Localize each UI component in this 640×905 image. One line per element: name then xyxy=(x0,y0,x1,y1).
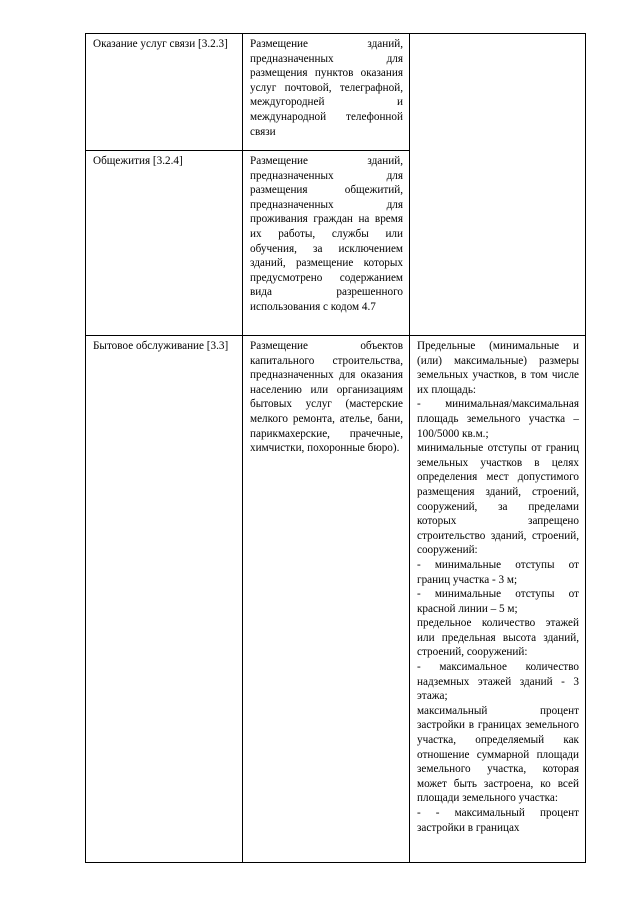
parameter-line: - минимальные отступы от красной линии – 5 м; xyxy=(417,588,579,615)
parameter-line: - - максимальный процент застройки в границах xyxy=(417,807,579,834)
use-description: Размещение зданий, предназначенных для размещения пунктов оказания услуг почтовой, телеграфной, междугородней и международной телефонной связи xyxy=(250,38,403,138)
parameters-cell xyxy=(410,34,586,336)
use-name: Общежития [3.2.4] xyxy=(93,155,183,167)
use-description-cell xyxy=(243,151,410,336)
use-name-cell xyxy=(86,34,243,151)
parameter-line: максимальный процент застройки в границах земельного участка, определяемый как отношение суммарной площади земельного участка, которая может быть застроена, ко всей площади земельного участка: xyxy=(417,704,579,805)
table-row xyxy=(86,336,586,863)
use-name: Бытовое обслуживание [3.3] xyxy=(93,340,229,352)
parameter-line: - максимальное количество надземных этажей зданий - 3 этажа; xyxy=(417,661,579,703)
parameter-line: предельное количество этажей или предельная высота зданий, строений, сооружений: xyxy=(417,617,579,659)
parameter-line: минимальные отступы от границ земельных участков в целях определения мест допустимого размещения зданий, строений, сооружений, за пределами которых запрещено строительство зданий, строений, сооружений: xyxy=(417,442,579,557)
use-description-cell xyxy=(243,336,410,863)
parameter-line: - минимальные отступы от границ участка - 3 м; xyxy=(417,558,579,586)
parameter-line: Предельные (минимальные и (или) максимальные) размеры земельных участков, в том числе их площадь: xyxy=(417,340,579,396)
use-description-cell xyxy=(243,34,410,151)
use-name-cell xyxy=(86,151,243,336)
land-use-table xyxy=(85,33,586,863)
parameter-line: - минимальная/максимальная площадь земельного участка – 100/5000 кв.м.; xyxy=(417,398,579,440)
use-description: Размещение зданий, предназначенных для размещения общежитий, предназначенных для проживания граждан на время их работы, службы или обучения, за исключением зданий, размещение которых предусмотрено содержанием вида разрешенного использования с кодом 4.7 xyxy=(250,155,403,313)
table-row xyxy=(86,34,586,151)
parameters-cell xyxy=(410,336,586,863)
use-name-cell xyxy=(86,336,243,863)
use-description: Размещение объектов капитального строительства, предназначенных для оказания населению или организациям бытовых услуг (мастерские мелкого ремонта, ателье, бани, парикмахерские, прачечные, химчистки, похоронные бюро). xyxy=(250,340,403,455)
use-name: Оказание услуг связи [3.2.3] xyxy=(93,38,228,50)
